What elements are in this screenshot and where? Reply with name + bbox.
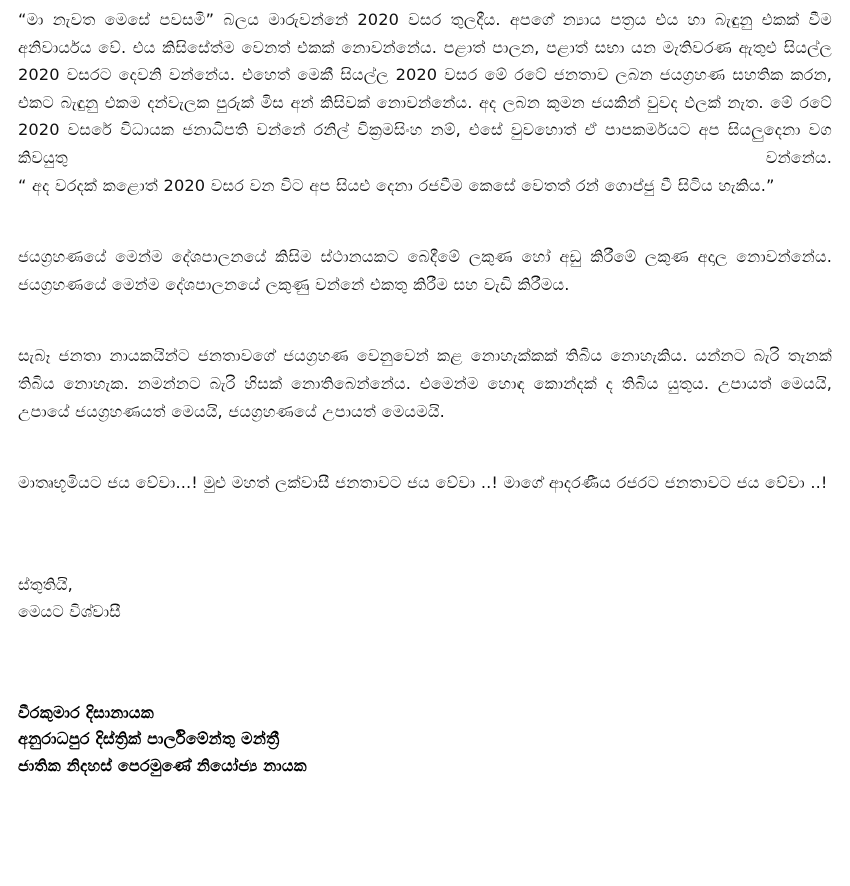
closing-spacer	[18, 497, 832, 571]
paragraph-spacer-2	[18, 298, 832, 342]
paragraph-spacer-1	[18, 199, 832, 243]
paragraph-leaders: සැබෑ ජනතා නායකයින්ට ජනතාවගේ ජයග්‍රහණ වෙනුවෙන් කළ නොහැක්කක් තිබිය නොහැකිය. යන්නට බැරි තැනක් තිබිය නොහැක. නමන්නට බැරි හිසක් නොතිබෙන්නේය. එමෙන්ම හොඳ කොන්දක් ද තිබිය යුතුය. උපායත් මෙයයි, උපායේ ජයග්‍රහණයත් මෙයයි, ජයග්‍රහණයේ උපායත් මෙයමයි.	[18, 346, 832, 421]
paragraph-quote: “ අද වරදක් කළොත් 2020 වසර වන විට අප සියළු දෙනා රජවීම කෙසේ වෙතත් රන් ගොප්ජු වී සිටිය හැකිය.”	[18, 175, 775, 195]
signature-block	[18, 700, 832, 780]
signatory-title: අනුරාධපුර දිස්ත්‍රික් පාර්ලිමේන්තු මන්ත්‍රී	[18, 729, 280, 749]
paragraph-spacer-3	[18, 425, 832, 469]
signature-spacer	[18, 626, 832, 700]
paragraph-opening: “මා නැවත මෙසේ පවසමි” බලය මාරුවන්නේ 2020 වසර තුලදීය. අපගේ න්‍යාය පත්‍රය එය හා බැඳුනු එකක් වීම අනිවාර්යය වේ. එය කිසිසේත්ම වෙනත් එකක් නොවන්නේය. පළාත් පාලන, පළාත් සභා යන මැතිවරණ ඇතුළු සියල්ල 2020 වසරට දෙවනි වන්නේය. එහෙත් මෙකී සියල්ල 2020 වසර මේ රටේ ජනතාව ලබන ජයග්‍රහණ සහතික කරන, එකට බැඳුනු එකම දන්වැලක පුරුක් මිස අන් කිසිවක් නොවන්නේය. අද ලබන කුමන ජයකින් වුවද ඵලක් නැත. මේ රටේ 2020 වසරේ විධායක ජනාධිපති වන්නේ රනිල් වික්‍රමසිංහ නම්, එසේ වුවහොත් ඒ පාපකර්මයට අප සියලුදෙනා වග කිවයුතු වන්නේය.	[18, 10, 832, 167]
closing-yours-faithfully: මෙයට විශ්වාසී	[18, 602, 121, 622]
signatory-name: වීරකුමාර දිසානායක	[18, 702, 154, 722]
closing-thanks: ස්තුතියි,	[18, 574, 73, 594]
paragraph-salute: මාතෘභූමියට ජය වේවා...! මුළු මහත් ලක්වාසී ජනතාවට ජය වේවා ..! මාගේ ආදරණීය රජරට ජනතාවට ජය වේවා ..!	[18, 473, 828, 493]
signatory-party-role: ජාතික නිදහස් පෙරමුණේ නියෝජ්‍ය නායක	[18, 755, 307, 775]
document-body	[18, 6, 832, 779]
paragraph-victory: ජයග්‍රහණයේ මෙන්ම දේශපාලනයේ කිසිම ස්ථානයකට බෙදීමේ ලකුණ හෝ අඩු කිරීමේ ලකුණ අදාල නොවන්නේය. ජයග්‍රහණයේ මෙන්ම දේශපාලනයේ ලකුණු වන්නේ එකතු කිරීම සහ වැඩි කිරීමය.	[18, 247, 832, 294]
